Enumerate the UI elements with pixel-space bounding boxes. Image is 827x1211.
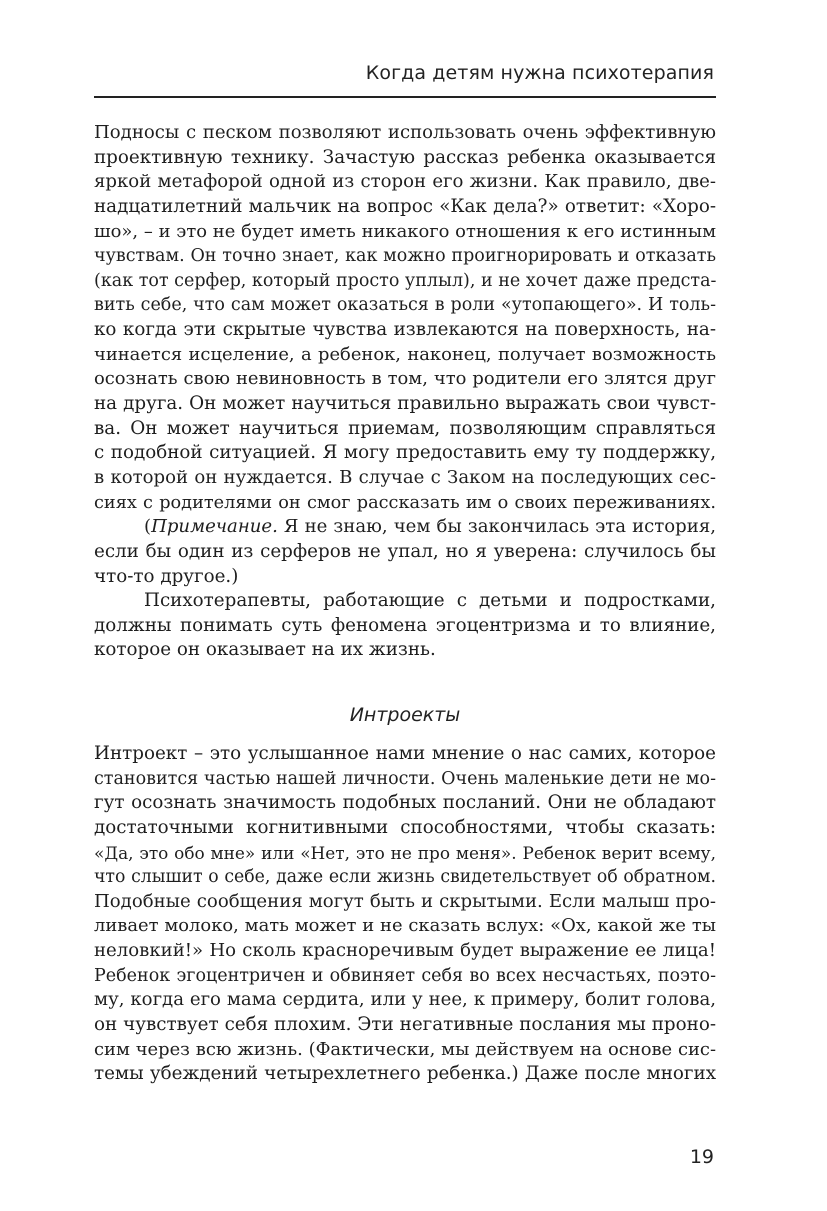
text-line: проективную технику. Зачастую рассказ ребенка оказывается — [94, 146, 716, 168]
note-line: что-то другое.) — [94, 565, 239, 587]
text-line: должны понимать суть феномена эгоцентризма и то влияние, — [94, 614, 716, 636]
note-line: если бы один из серферов не упал, но я уверена: случилось бы — [94, 540, 716, 562]
text-line: Подобные сообщения могут быть и скрытыми. Если малыш про- — [94, 890, 716, 912]
note-line — [94, 515, 716, 540]
page-number: 19 — [689, 1146, 714, 1168]
text-line: Ребенок эгоцентричен и обвиняет себя во всех несчастьях, поэто- — [94, 965, 716, 986]
text-line: осознать свою невиновность в том, что родители его злятся друг — [94, 368, 716, 390]
text-line: «Да, это обо мне» или «Нет, это не про меня». Ребенок верит всему, — [94, 842, 716, 863]
text-line: становится частью нашей личности. Очень маленькие дети не мо- — [94, 768, 716, 789]
text-line: гут осознать значимость подобных посланий. Они не обладают — [94, 792, 716, 814]
text-line: чувствам. Он точно знает, как можно проигнорировать и отказать — [94, 246, 716, 267]
text-line: Подносы с песком позволяют использовать очень эффективную — [94, 122, 716, 143]
text-line: яркой метафорой одной из сторон его жизни. Как правило, две- — [94, 171, 716, 193]
note-text: Я не знаю, чем бы закончилась эта история, — [277, 516, 716, 538]
body-text-section-1 — [94, 121, 716, 663]
text-line: (как тот серфер, который просто уплыл), и не хочет даже предста- — [94, 270, 717, 291]
text-line: му, когда его мама сердита, или у нее, к примеру, болит голова, — [94, 989, 716, 1011]
text-line: с подобной ситуацией. Я могу предоставить ему ту поддержку, — [94, 442, 716, 464]
note-open-paren: ( — [144, 516, 152, 538]
text-line: шо», – и это не будет иметь никакого отношения к его истинным — [94, 220, 716, 242]
text-line: достаточными когнитивными способностями, чтобы сказать: — [94, 816, 716, 838]
body-text-section-2 — [94, 742, 716, 1087]
text-line: что слышит о себе, даже если жизнь свидетельствует об обратном. — [94, 867, 716, 888]
text-line: Психотерапевты, работающие с детьми и подростками, — [144, 590, 716, 612]
text-line: на друга. Он может научиться правильно выражать свои чувст- — [94, 393, 716, 415]
note-label: Примечание. — [151, 516, 278, 538]
text-line: в которой он нуждается. В случае с Заком на последующих сес- — [94, 466, 716, 488]
text-line: ко когда эти скрытые чувства извлекаются на поверхность, на- — [94, 319, 716, 341]
text-line: надцатилетний мальчик на вопрос «Как дела?» ответит: «Хоро- — [94, 195, 716, 217]
text-line: он чувствует себя плохим. Эти негативные послания мы проно- — [94, 1014, 716, 1036]
section-heading: Интроекты — [349, 704, 461, 726]
text-line: неловкий!» Но сколь красноречивым будет выражение ее лица! — [94, 940, 716, 962]
running-header-title: Когда детям нужна психотерапия — [365, 62, 714, 84]
text-line: сим через всю жизнь. (Фактически, мы действуем на основе сис- — [94, 1038, 716, 1060]
text-line: ва. Он может научиться приемам, позволяющим справляться — [94, 417, 716, 439]
text-line: сиях с родителями он смог рассказать им о своих переживаниях. — [94, 492, 716, 513]
text-line: которое он оказывает на их жизнь. — [94, 639, 436, 661]
text-line: чинается исцеление, а ребенок, наконец, получает возможность — [94, 343, 716, 365]
text-line: темы убеждений четырехлетнего ребенка.) Даже после многих — [94, 1063, 716, 1085]
text-line: Интроект – это услышанное нами мнение о нас самих, которое — [94, 743, 716, 764]
text-line: ливает молоко, мать может и не сказать вслух: «Ох, какой же ты — [94, 915, 716, 937]
text-line: вить себе, что сам может оказаться в роли «утопающего». И толь- — [94, 295, 716, 316]
header-rule — [94, 96, 716, 98]
